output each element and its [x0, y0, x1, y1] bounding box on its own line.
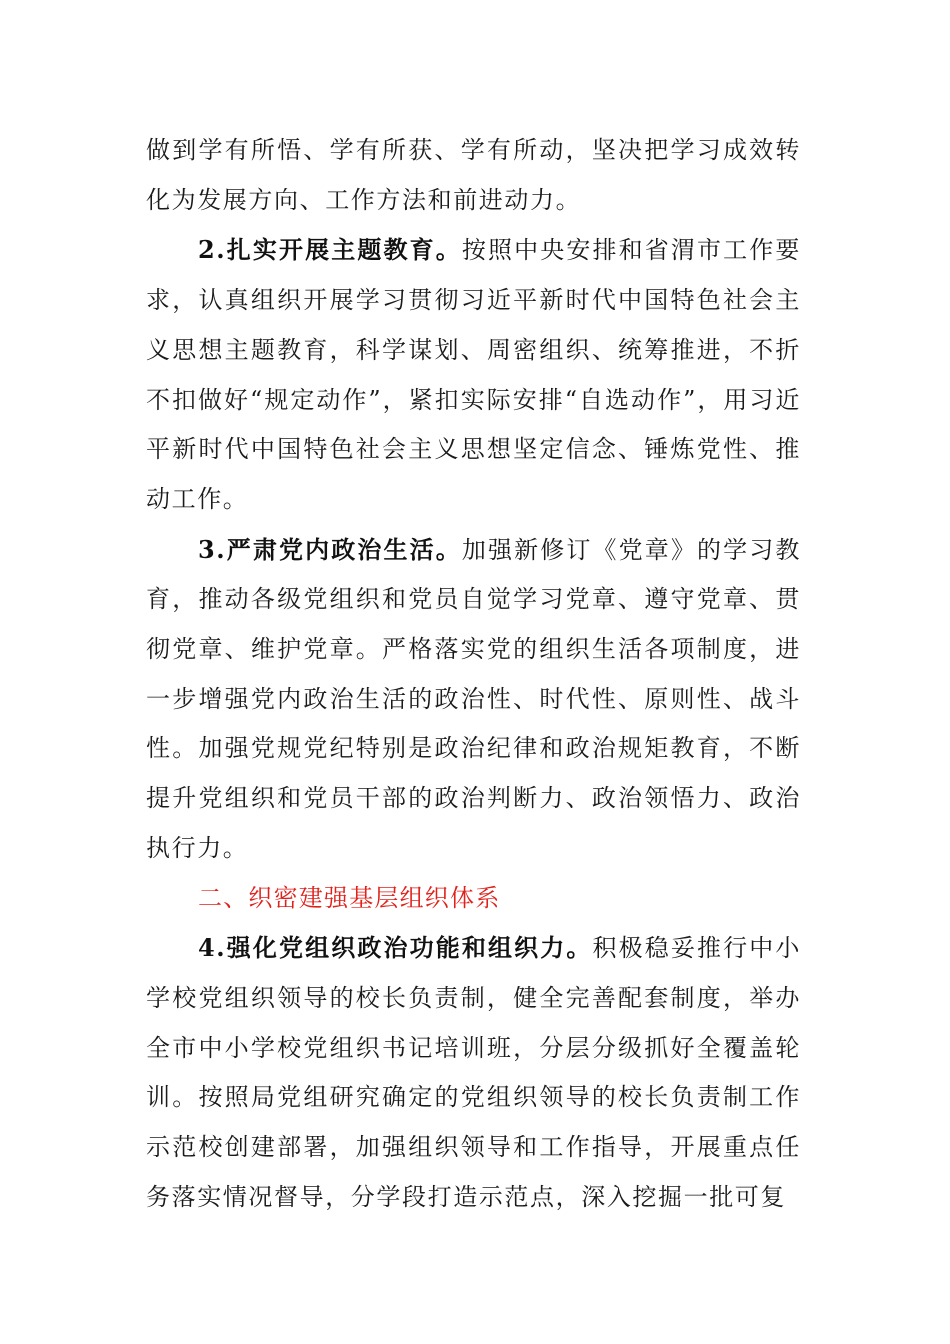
section-heading-text: 二、织密建强基层组织体系	[198, 883, 501, 912]
document-body	[146, 126, 801, 1222]
paragraph-item-2	[146, 225, 801, 524]
paragraph-item-4	[146, 923, 801, 1222]
item-4-text: 积极稳妥推行中小学校党组织领导的校长负责制，健全完善配套制度，举办全市中小学校党组织书记培训班，分层分级抓好全覆盖轮训。按照局党组研究确定的党组织领导的校长负责制工作示范校创建部署，加强组织领导和工作指导，开展重点任务落实情况督导，分学段打造示范点，深入挖掘一批可复	[146, 934, 801, 1211]
paragraph-text: 做到学有所悟、学有所获、学有所动，坚决把学习成效转化为发展方向、工作方法和前进动力。	[146, 136, 801, 214]
item-3-title: 3.严肃党内政治生活。	[198, 534, 462, 564]
section-heading-2	[146, 874, 801, 924]
paragraph-item-3	[146, 525, 801, 874]
item-2-title: 2.扎实开展主题教育。	[198, 235, 462, 265]
item-2-text: 按照中央安排和省渭市工作要求，认真组织开展学习贯彻习近平新时代中国特色社会主义思想主题教育，科学谋划、周密组织、统筹推进，不折不扣做好“规定动作”，紧扣实际安排“自选动作”，用习近平新时代中国特色社会主义思想坚定信念、锤炼党性、推动工作。	[146, 236, 801, 513]
item-4-title: 4.强化党组织政治功能和组织力。	[198, 933, 593, 963]
item-3-text: 加强新修订《党章》的学习教育，推动各级党组织和党员自觉学习党章、遵守党章、贯彻党章、维护党章。严格落实党的组织生活各项制度，进一步增强党内政治生活的政治性、时代性、原则性、战斗性。加强党规党纪特别是政治纪律和政治规矩教育，不断提升党组织和党员干部的政治判断力、政治领悟力、政治执行力。	[146, 535, 801, 862]
paragraph-continued	[146, 126, 801, 225]
